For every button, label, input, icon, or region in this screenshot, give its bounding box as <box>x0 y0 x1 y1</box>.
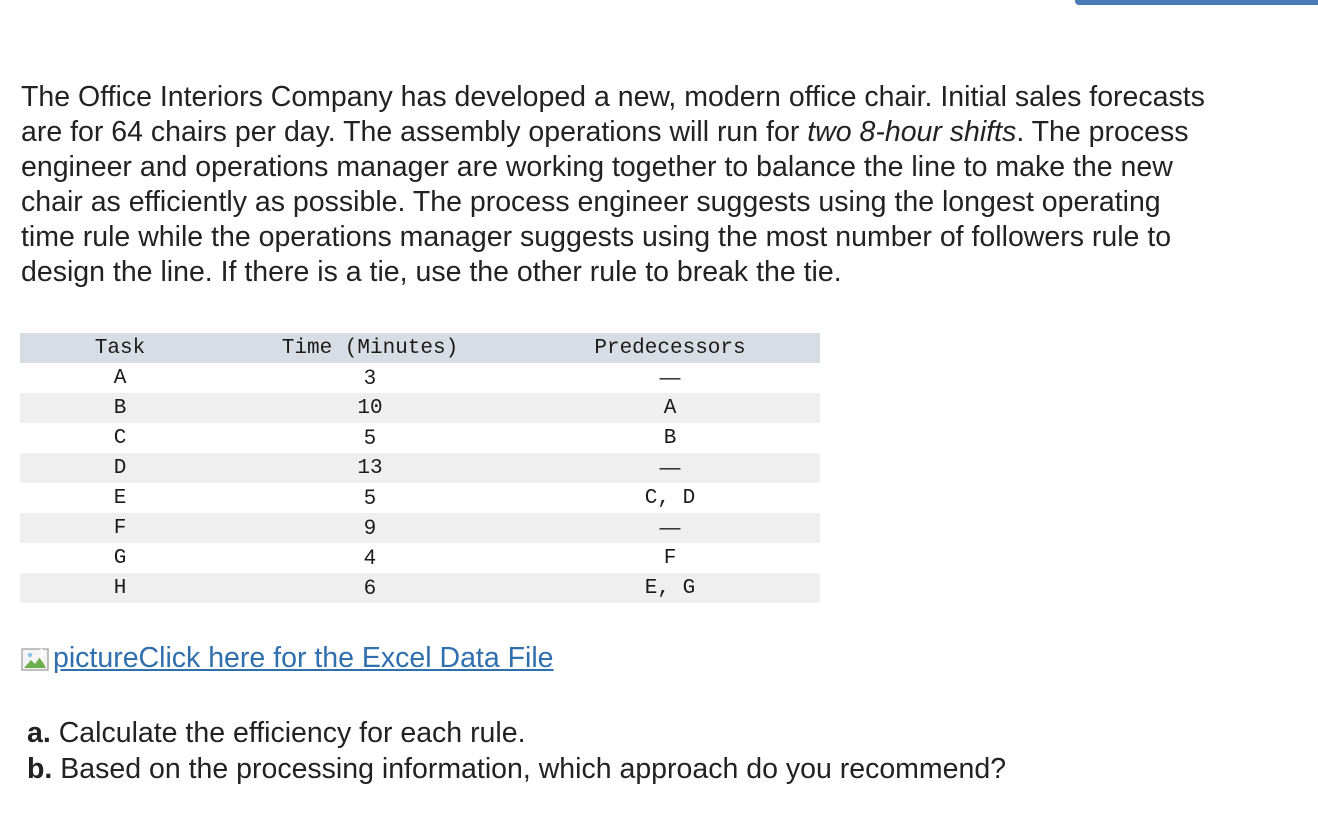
table-row <box>20 543 820 573</box>
table-row <box>20 393 820 423</box>
cell-task: A <box>113 366 127 390</box>
top-accent-bar <box>1075 0 1318 5</box>
cell-time: 4 <box>364 546 376 569</box>
cell-time: 3 <box>364 366 376 389</box>
question-b-text: Based on the processing information, which approach do you recommend? <box>52 753 1007 785</box>
broken-image-icon <box>21 645 51 671</box>
cell-time: 13 <box>357 456 383 480</box>
intro-line-2 <box>21 115 1318 150</box>
intro-line-2-end: . The process <box>1016 116 1189 148</box>
intro-line-5: time rule while the operations manager suggests using the most number of followers rule to <box>21 221 1172 253</box>
cell-predecessors: — <box>659 366 681 389</box>
task-table-header-row <box>20 333 820 363</box>
table-row <box>20 573 820 603</box>
cell-task: G <box>113 546 127 570</box>
cell-task: B <box>113 396 127 420</box>
question-b <box>27 751 1006 787</box>
header-time: Time (Minutes) <box>281 336 459 360</box>
cell-task: D <box>113 456 127 480</box>
intro-line-2-start: are for 64 chairs per day. The assembly operations will run for <box>21 116 808 148</box>
question-a-marker: a. <box>27 717 51 749</box>
question-b-marker: b. <box>27 753 53 785</box>
cell-predecessors: B <box>663 426 677 450</box>
cell-time: 9 <box>364 516 376 539</box>
cell-predecessors: E, G <box>644 576 696 600</box>
cell-task: F <box>113 516 127 540</box>
table-row <box>20 513 820 543</box>
cell-time: 6 <box>364 576 376 599</box>
question-a <box>27 715 1006 751</box>
cell-task: H <box>113 576 127 600</box>
header-task: Task <box>94 336 146 360</box>
questions <box>27 715 1006 787</box>
intro-line-3: engineer and operations manager are working together to balance the line to make the new <box>21 151 1173 183</box>
header-predecessors: Predecessors <box>594 336 746 360</box>
cell-predecessors: F <box>663 546 677 570</box>
intro-line-1: The Office Interiors Company has developed a new, modern office chair. Initial sales forecasts <box>21 81 1205 113</box>
cell-predecessors: C, D <box>644 486 696 510</box>
excel-link-alt-text: picture <box>53 642 139 674</box>
cell-task: E <box>113 486 127 510</box>
cell-time: 10 <box>357 396 383 420</box>
intro-shift-emphasis: two 8-hour shifts <box>807 116 1017 148</box>
cell-predecessors: A <box>663 396 677 420</box>
excel-data-file-link[interactable] <box>21 640 554 676</box>
excel-link-label: Click here for the Excel Data File <box>138 642 554 674</box>
intro-line-4: chair as efficiently as possible. The process engineer suggests using the longest operating <box>21 186 1161 218</box>
table-row <box>20 363 820 393</box>
table-row <box>20 453 820 483</box>
cell-time: 5 <box>364 426 376 449</box>
cell-predecessors: — <box>659 456 681 479</box>
task-table <box>20 333 820 603</box>
intro-line-6: design the line. If there is a tie, use the other rule to break the tie. <box>21 256 842 288</box>
cell-predecessors: — <box>659 516 681 539</box>
question-a-text: Calculate the efficiency for each rule. <box>50 717 526 749</box>
cell-time: 5 <box>364 486 376 509</box>
cell-task: C <box>113 426 127 450</box>
table-row <box>20 423 820 453</box>
problem-statement <box>21 80 1318 290</box>
table-row <box>20 483 820 513</box>
